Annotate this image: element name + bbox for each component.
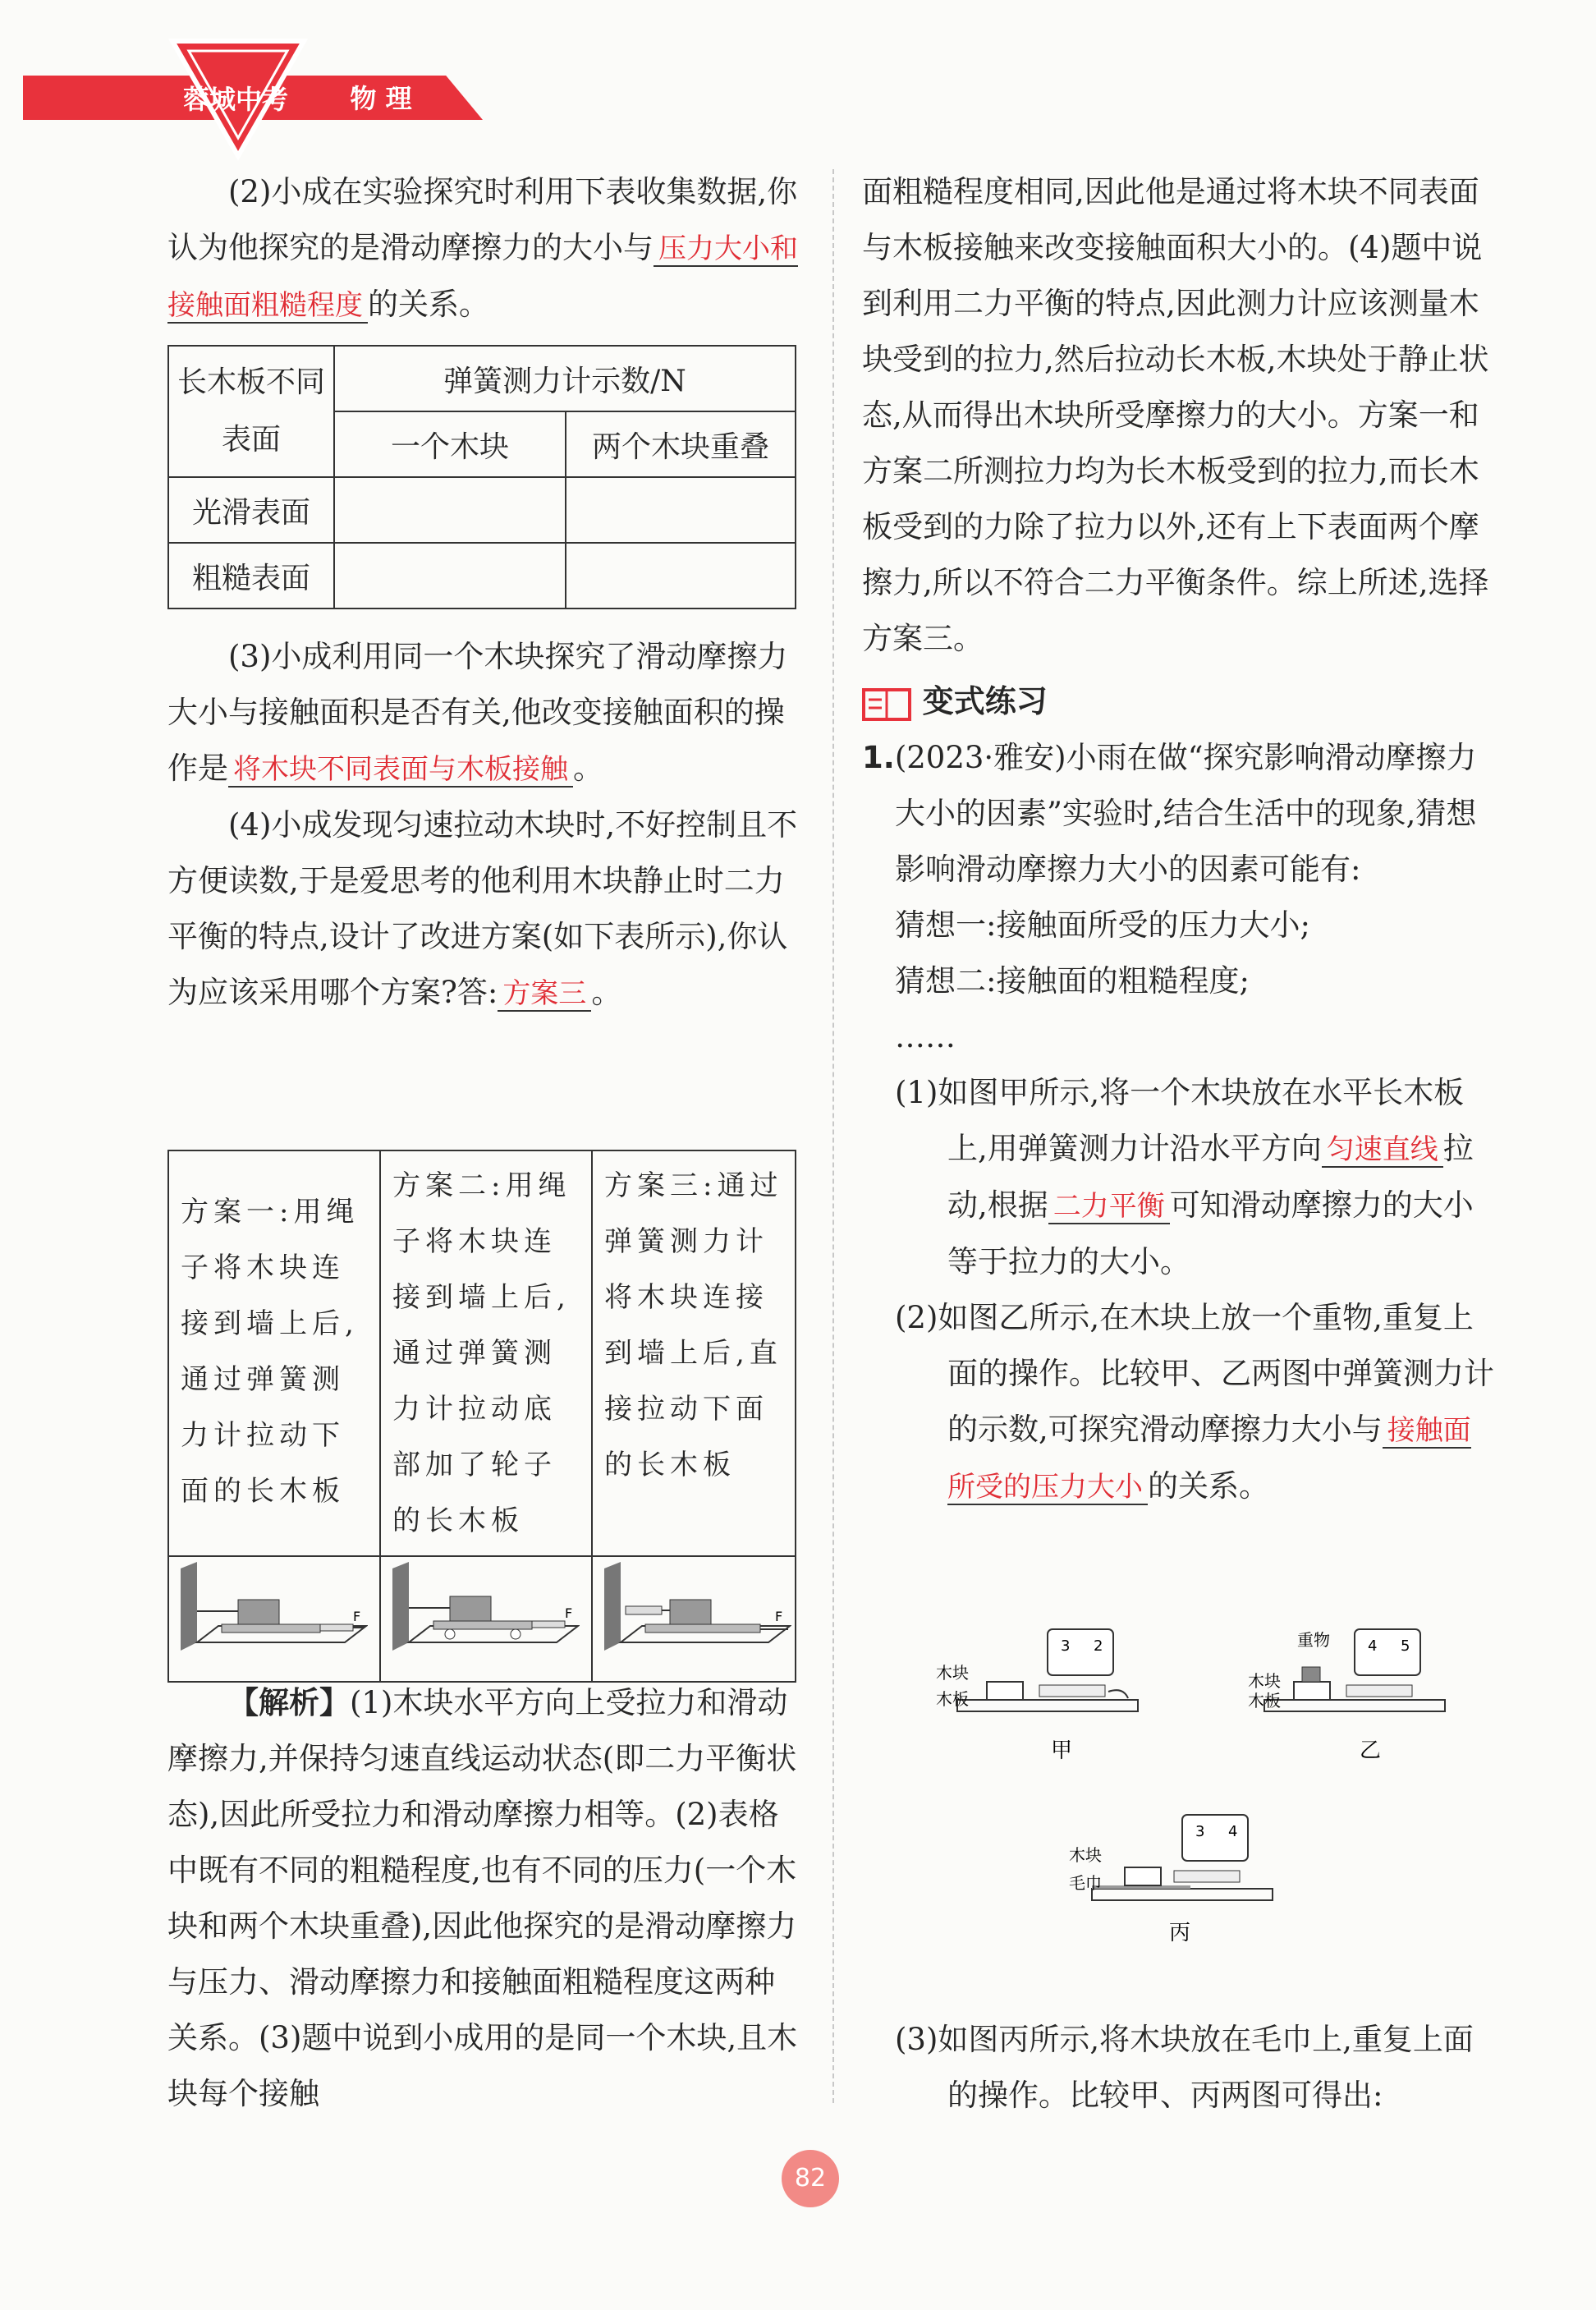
answer-2: 压力大小和接触面粗糙程度 [167,232,798,322]
scale-zoom-icon [1355,1629,1420,1675]
table-row-header: 长木板不同表面 [168,346,334,477]
svg-text:4: 4 [1228,1823,1238,1840]
plan-2-apparatus-icon [384,1560,580,1659]
scale-zoom-icon [1048,1629,1113,1675]
sub-question-1: (1)如图甲所示,将一个木块放在水平长木板上,用弹簧测力计沿水平方向 匀速直线 拉动,根据 二力平衡 可知滑动摩擦力的大小等于拉力的大小。 [895,1075,1474,1279]
spring-scale-icon [1346,1685,1412,1697]
question-3: (3)小成利用同一个木块探究了滑动摩擦力大小与接触面积是否有关,他改变接触面积的操作是 将木块不同表面与木板接触 。 [167,639,788,786]
force-label: F [565,1605,578,1621]
answer-s1-principle: 二力平衡 [1048,1190,1170,1224]
force-label: F [353,1609,366,1624]
guess-1: 猜想一:接触面所受的压力大小; [895,907,1310,943]
svg-text:5: 5 [1401,1637,1410,1655]
brand-name: 蓉城中考 [182,84,288,115]
svg-text:甲: 甲 [1051,1738,1073,1763]
plan-2-diagram [380,1556,592,1682]
board-shape [1264,1700,1445,1711]
board-shape [1092,1889,1273,1900]
problem-1: 1.(2023·雅安)小雨在做“探究影响滑动摩擦力大小的因素”实验时,结合生活中的现象,猜想影响滑动摩擦力大小的因素可能有: [862,740,1477,887]
hand-icon [1108,1690,1128,1698]
table-cell [566,477,796,543]
svg-text:木块: 木块 [1248,1671,1281,1691]
answer-3: 将木块不同表面与木板接触 [228,753,573,788]
analysis [167,1675,800,2122]
plan-3: 方案三:通过弹簧测力计将木块连接到墙上后,直接拉动下面的长木板 [592,1150,796,1556]
sub-question-3: (3)如图丙所示,将木块放在毛巾上,重复上面的操作。比较甲、丙两图可得出: [895,2022,1474,2113]
table-col-two-blocks: 两个木块重叠 [566,411,796,477]
spring-scale-icon [1174,1871,1240,1882]
table-cell [334,543,566,608]
page-number: 82 [782,2150,839,2207]
plan-1-diagram [168,1556,380,1682]
right-column-top [862,164,1494,1515]
svg-text:木板: 木板 [1248,1691,1281,1711]
answer-4: 方案三 [498,977,591,1012]
plans-table [167,1150,796,1683]
plan-2: 方案二:用绳子将木块连接到墙上后,通过弹簧测力计拉动底部加了轮子的长木板 [380,1150,592,1556]
table-cell [566,543,796,608]
analysis-paragraph: 【解析】(1)木块水平方向上受拉力和滑动摩擦力,并保持匀速直线运动状态(即二力平衡状态),因此所受拉力和滑动摩擦力相等。(2)表格中既有不同的粗糙程度,也有不同的压力(一个木块和两个木块重叠),因此他探究的是滑动摩擦力与压力、滑动摩擦力和接触面粗糙程度这两种关系。(3)题中说到小成用的是同一个木块,且木块每个接触 [167,1685,798,2111]
table-row-smooth: 光滑表面 [168,477,334,543]
table-row-rough: 粗糙表面 [168,543,334,608]
guess-2: 猜想二:接触面的粗糙程度; [895,963,1250,999]
block-shape [1294,1682,1330,1700]
figure-bing [1069,1815,1273,1945]
plan-3-apparatus-icon [596,1560,791,1659]
ellipsis: …… [895,1019,956,1054]
question-2: (2)小成在实验探究时利用下表收集数据,你认为他探究的是滑动摩擦力的大小与 压力大小和接触面粗糙程度 的关系。 [167,174,798,322]
section-title: 变式练习 [922,683,1048,719]
force-label: F [775,1609,788,1624]
weight-shape [1302,1667,1320,1682]
left-column-middle [167,629,800,1022]
data-table [167,345,796,609]
right-column-bottom [862,2012,1494,2124]
section-heading [862,673,1494,730]
block-shape [1125,1867,1161,1885]
svg-text:重物: 重物 [1297,1630,1330,1650]
table-col-one-block: 一个木块 [334,411,566,477]
table-group-header: 弹簧测力计示数/N [334,346,796,411]
subject-label: 物 理 [350,83,412,114]
figure-yi [1248,1629,1445,1763]
block-shape [987,1682,1023,1700]
table-cell [334,477,566,543]
svg-text:毛巾: 毛巾 [1069,1873,1102,1893]
experiment-figures [887,1618,1461,1946]
column-divider [832,169,834,2103]
svg-text:木块: 木块 [936,1663,969,1683]
analysis-continued: 面粗糙程度相同,因此他是通过将木块不同表面与木板接触来改变接触面积大小的。(4)题中说到利用二力平衡的特点,因此测力计应该测量木块受到的拉力,然后拉动长木板,木块处于静止状态,从而得出木块所受摩擦力的大小。方案一和方案二所测拉力均为长木板受到的拉力,而长木板受到的力除了拉力以外,还有上下表面两个摩擦力,所以不符合二力平衡条件。综上所述,选择方案三。 [862,174,1489,656]
spring-scale-icon [1039,1685,1105,1697]
svg-text:丙: 丙 [1169,1921,1191,1945]
plan-3-diagram [592,1556,796,1682]
board-shape [957,1700,1138,1711]
question-4: (4)小成发现匀速拉动木块时,不好控制且不方便读数,于是爱思考的他利用木块静止时二力平衡的特点,设计了改进方案(如下表所示),你认为应该采用哪个方案?答: 方案三 。 [167,807,798,1010]
plan-1-apparatus-icon [172,1560,368,1659]
left-column-top [167,164,800,333]
figure-jia [936,1629,1138,1763]
svg-text:3: 3 [1195,1823,1205,1840]
svg-text:2: 2 [1094,1637,1103,1655]
plan-1: 方案一:用绳子将木块连接到墙上后,通过弹簧测力计拉动下面的长木板 [168,1150,380,1556]
sub-question-2: (2)如图乙所示,在木块上放一个重物,重复上面的操作。比较甲、乙两图中弹簧测力计的示数,可探究滑动摩擦力大小与 接触面所受的压力大小 的关系。 [895,1300,1494,1504]
answer-s2: 接触面所受的压力大小 [947,1414,1471,1504]
svg-text:木块: 木块 [1069,1845,1102,1865]
answer-s1-motion: 匀速直线 [1322,1133,1443,1168]
scale-zoom-icon [1182,1815,1248,1861]
svg-text:木板: 木板 [936,1689,969,1709]
svg-text:3: 3 [1061,1637,1071,1655]
svg-text:乙: 乙 [1360,1738,1382,1763]
practice-book-icon [862,687,913,723]
svg-text:4: 4 [1368,1637,1378,1655]
